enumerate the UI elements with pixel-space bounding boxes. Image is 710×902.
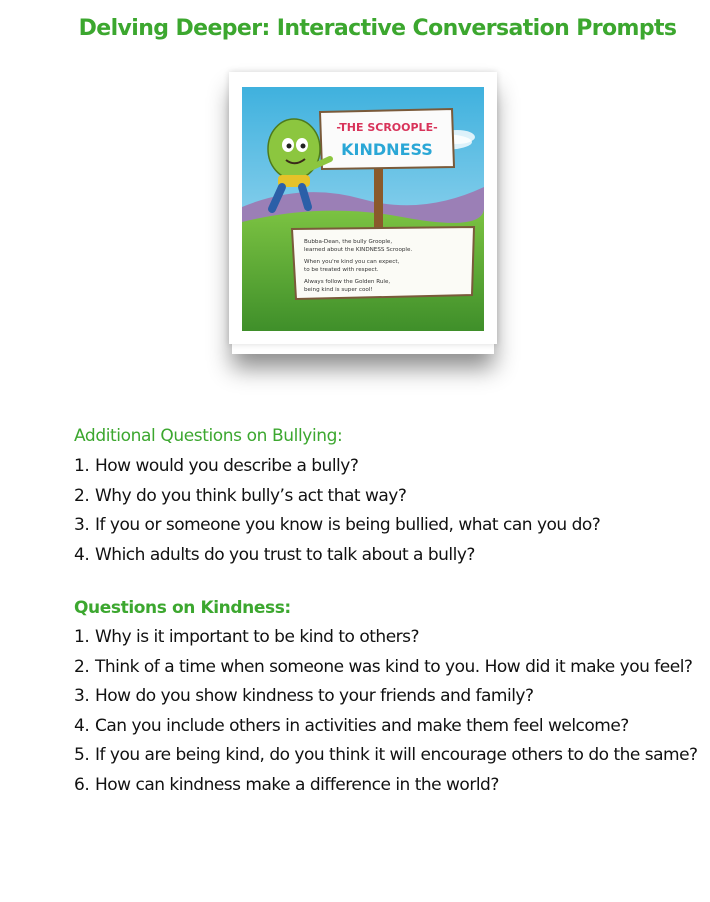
sign-top-text: -THE SCROOPLE- — [336, 121, 438, 134]
item-number: 5. — [74, 745, 90, 765]
list-item — [74, 482, 600, 512]
item-number: 1. — [74, 627, 90, 647]
item-text: How would you describe a bully? — [95, 456, 359, 476]
item-text: Think of a time when someone was kind to you. How did it make you feel? — [95, 656, 693, 677]
item-number: 6. — [74, 774, 90, 795]
item-text: How do you show kindness to your friends and family? — [95, 686, 534, 706]
list-item — [74, 712, 698, 742]
list-item — [74, 741, 698, 771]
bullying-heading: Additional Questions on Bullying: — [74, 426, 343, 446]
item-number: 2. — [74, 656, 90, 677]
sign-line-5: Always follow the Golden Rule, — [304, 279, 391, 285]
item-number: 4. — [74, 544, 90, 565]
kindness-question-list — [74, 623, 698, 800]
item-number: 4. — [74, 715, 90, 736]
page-title: Delving Deeper: Interactive Conversation Prompts — [78, 16, 677, 41]
item-text: If you are being kind, do you think it will encourage others to do the same? — [95, 745, 698, 765]
item-text: Can you include others in activities and make them feel welcome? — [95, 715, 629, 736]
list-item — [74, 541, 600, 571]
sign-title-text: KINDNESS — [341, 140, 433, 159]
sign-line-2: learned about the KINDNESS Scroople. — [304, 247, 413, 253]
bullying-question-list — [74, 452, 600, 570]
list-item — [74, 511, 600, 541]
item-text: If you or someone you know is being bullied, what can you do? — [95, 515, 601, 535]
item-number: 3. — [74, 515, 90, 535]
item-text: Why do you think bully’s act that way? — [95, 485, 407, 506]
sign-line-4: to be treated with respect. — [304, 267, 379, 273]
list-item — [74, 623, 698, 653]
kindness-heading: Questions on Kindness: — [74, 598, 291, 618]
sign-line-1: Bubba-Dean, the bully Groople, — [304, 239, 393, 245]
item-text: Why is it important to be kind to others? — [95, 627, 420, 647]
list-item — [74, 682, 698, 712]
item-text: Which adults do you trust to talk about a bully? — [95, 544, 475, 565]
book-cover — [229, 72, 497, 344]
item-text: How can kindness make a difference in the world? — [95, 774, 499, 795]
sign-line-3: When you're kind you can expect, — [304, 259, 400, 265]
list-item — [74, 771, 698, 801]
book-cover-illustration — [242, 87, 484, 331]
item-number: 3. — [74, 686, 90, 706]
item-number: 1. — [74, 456, 90, 476]
sign-line-6: being kind is super cool! — [304, 287, 373, 293]
item-number: 2. — [74, 485, 90, 506]
list-item — [74, 452, 600, 482]
list-item — [74, 653, 698, 683]
